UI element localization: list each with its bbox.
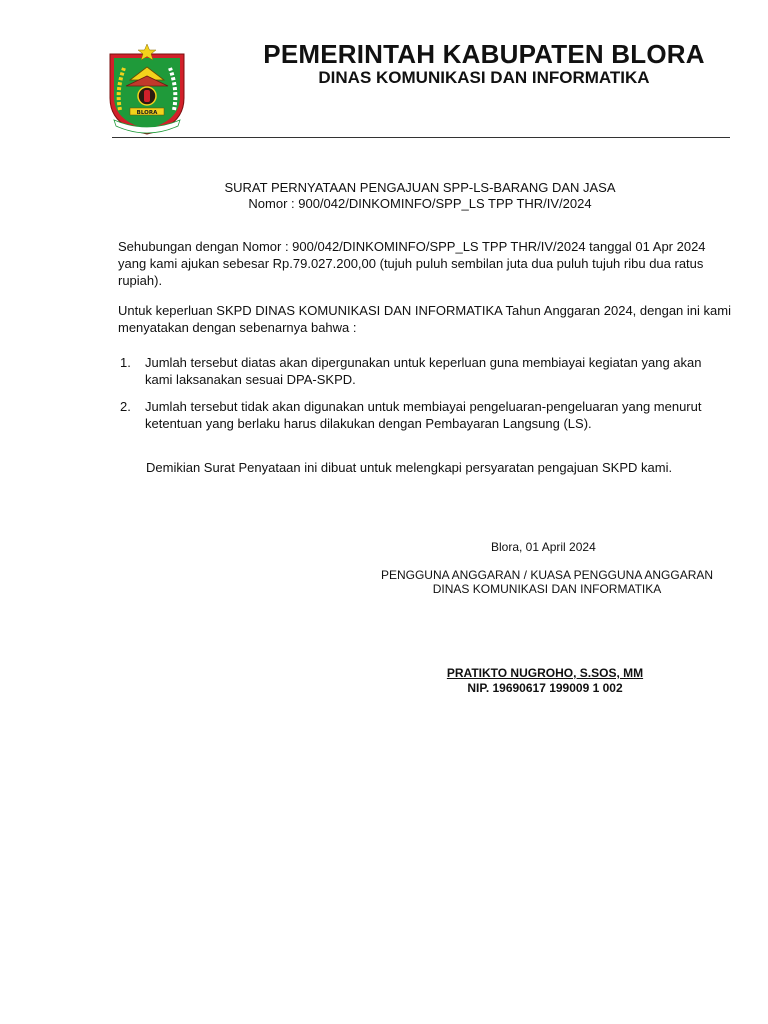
- signatory-name: PRATIKTO NUGROHO, S.SOS, MM: [446, 666, 644, 680]
- list-item-number: 1.: [120, 355, 131, 370]
- closing-paragraph: Demikian Surat Penyataan ini dibuat untuk melengkapi persyaratan pengajuan SKPD kami.: [146, 460, 673, 475]
- signature-role-line-1: PENGGUNA ANGGARAN / KUASA PENGGUNA ANGGARAN: [380, 568, 714, 582]
- letterhead-title: PEMERINTAH KABUPATEN BLORA: [263, 39, 705, 69]
- letterhead-subtitle: DINAS KOMUNIKASI DAN INFORMATIKA: [318, 68, 650, 87]
- signatory-nip: NIP. 19690617 199009 1 002: [467, 681, 623, 695]
- signature-place-date: Blora, 01 April 2024: [491, 540, 596, 554]
- body-paragraph-1: Sehubungan dengan Nomor : 900/042/DINKOMINFO/SPP_LS TPP THR/IV/2024 tanggal 01 Apr 2024 yang kami ajukan sebesar Rp.79.027.200,00 (tujuh puluh sembilan juta dua puluh tujuh ribu dua ratus rupiah).: [118, 239, 706, 288]
- coat-of-arms-icon: [106, 40, 188, 136]
- letterhead-divider: [112, 137, 730, 138]
- svg-text:BLORA: BLORA: [136, 110, 158, 116]
- document-title: SURAT PERNYATAAN PENGAJUAN SPP-LS-BARANG DAN JASA: [224, 180, 616, 195]
- list-item-number: 2.: [120, 399, 131, 414]
- list-item-text: Jumlah tersebut tidak akan digunakan untuk membiayai pengeluaran-pengeluaran yang menurut ketentuan yang berlaku harus dilakukan dengan Pembayaran Langsung (LS).: [145, 399, 702, 431]
- list-item: [118, 398, 718, 432]
- statement-list: [118, 354, 718, 442]
- document-heading: [110, 180, 730, 212]
- body-paragraph-2: Untuk keperluan SKPD DINAS KOMUNIKASI DAN INFORMATIKA Tahun Anggaran 2024, dengan ini kami menyatakan dengan sebenarnya bahwa :: [118, 303, 731, 335]
- list-item-text: Jumlah tersebut diatas akan dipergunakan untuk keperluan guna membiayai kegiatan yang akan kami laksanakan sesuai DPA-SKPD.: [145, 355, 702, 387]
- signature-role-line-2: DINAS KOMUNIKASI DAN INFORMATIKA: [432, 582, 662, 596]
- signature-role: [366, 568, 728, 596]
- document-number: Nomor : 900/042/DINKOMINFO/SPP_LS TPP THR/IV/2024: [248, 196, 592, 211]
- list-item: [118, 354, 718, 388]
